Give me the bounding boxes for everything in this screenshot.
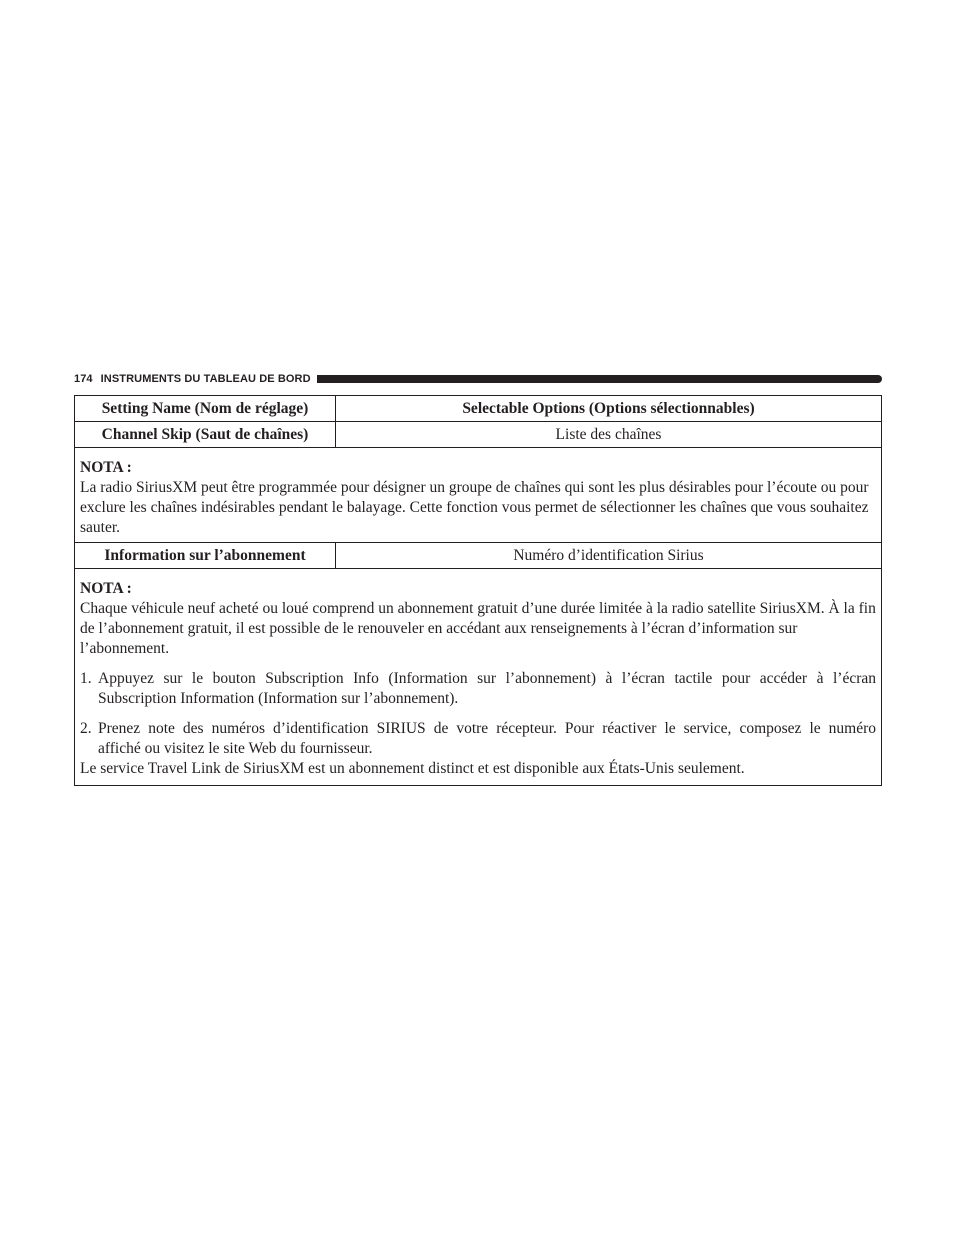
step-body (98, 669, 876, 709)
section-title: INSTRUMENTS DU TABLEAU DE BORD (100, 373, 311, 385)
table-row (75, 543, 882, 569)
setting-subscription-info: Information sur l’abonnement (75, 543, 336, 569)
table-header-row (75, 396, 882, 422)
option-channel-list: Liste des chaînes (336, 422, 882, 448)
header-rule-bar (317, 375, 882, 383)
closing-note-text: Le service Travel Link de SiriusXM est un abonnement distinct et est disponible aux États-Unis seulement. (80, 760, 745, 777)
step-line-continued: affiché ou visitez le site Web du fournisseur. (98, 740, 373, 757)
step-body (98, 719, 876, 759)
table-row (75, 422, 882, 448)
note-label: NOTA : (80, 459, 132, 476)
note-text: La radio SiriusXM peut être programmée pour désigner un groupe de chaînes qui sont les plus désirables pour l’écoute ou pour exclure les chaînes indésirables pendant le balayage. Cette fonction vous permet de sélectionner les chaînes que vous souhaitez sauter. (80, 479, 869, 536)
column-header-selectable-options: Selectable Options (Options sélectionnables) (336, 396, 882, 422)
note-label: NOTA : (80, 580, 132, 597)
note-text: Chaque véhicule neuf acheté ou loué comprend un abonnement gratuit d’une durée limitée à la radio satellite SiriusXM. À la fin de l’abonnement gratuit, il est possible de le renouveler en accédant aux renseignements à l’écran d’information sur l’abonnement. (80, 600, 876, 657)
step-line-continued: Subscription Information (Information sur l’abonnement). (98, 690, 459, 707)
list-item (80, 719, 876, 759)
settings-table (74, 395, 882, 786)
list-item (80, 669, 876, 709)
setting-channel-skip: Channel Skip (Saut de chaînes) (75, 422, 336, 448)
option-sirius-id: Numéro d’identification Sirius (336, 543, 882, 569)
step-number: 2. (80, 720, 92, 737)
note-row (75, 448, 882, 543)
note-cell (75, 569, 882, 786)
step-number: 1. (80, 670, 92, 687)
page-header (74, 372, 882, 386)
step-line: Prenez note des numéros d’identification SIRIUS de votre récepteur. Pour réactiver le service, composez le numéro (98, 720, 876, 737)
note-row (75, 569, 882, 786)
note-cell (75, 448, 882, 543)
column-header-setting-name: Setting Name (Nom de réglage) (75, 396, 336, 422)
page-number: 174 (74, 373, 93, 385)
step-line: Appuyez sur le bouton Subscription Info (Information sur l’abonnement) à l’écran tactile pour accéder à l’écran (98, 670, 876, 687)
